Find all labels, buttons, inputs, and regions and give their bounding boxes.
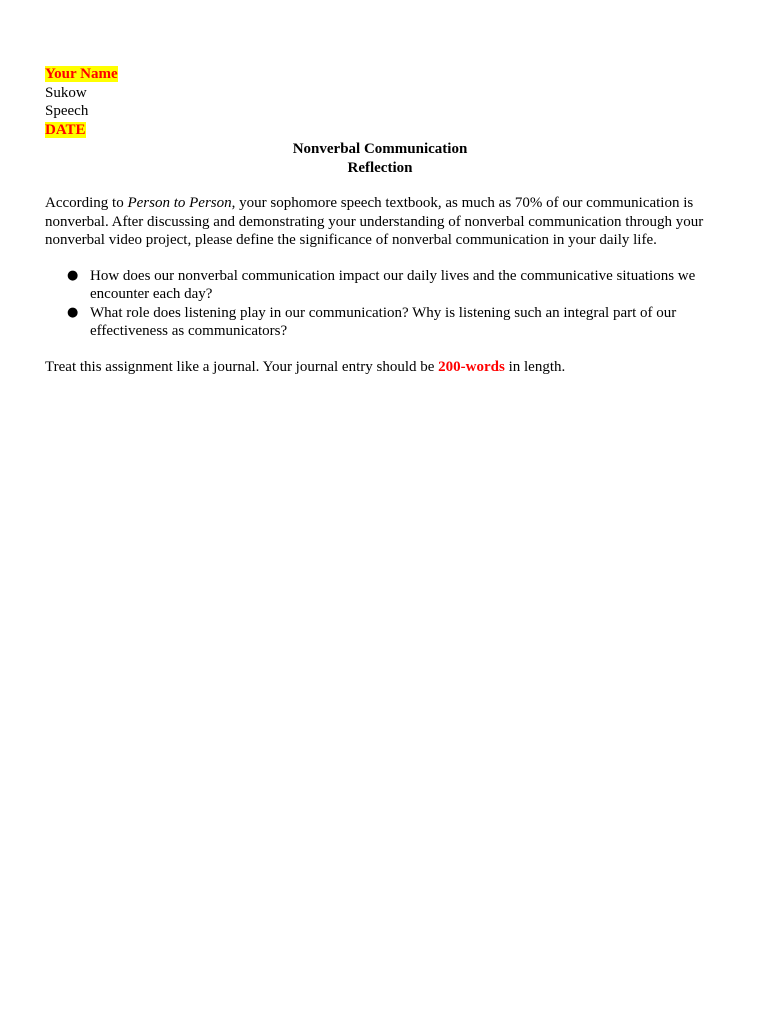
list-item bbox=[45, 304, 710, 341]
question-list bbox=[45, 267, 715, 341]
header-name-line bbox=[45, 65, 715, 84]
closing-text-end: in length. bbox=[504, 358, 566, 375]
intro-text-rest: , your sophomore speech textbook, as much as 70% of our communication is nonverbal. After discussing and demonstrating your understanding of nonverbal communication through your nonverbal video project, please define the significance of nonverbal communication in your daily life. bbox=[45, 195, 704, 248]
intro-paragraph bbox=[45, 194, 713, 250]
closing-text-start: Treat this assignment like a journal. Your journal entry should be bbox=[45, 358, 439, 375]
textbook-title: Person to Person bbox=[127, 195, 232, 211]
bullet-icon: ● bbox=[67, 267, 79, 283]
bullet-icon: ● bbox=[67, 304, 79, 320]
title-line-2: Reflection bbox=[347, 159, 413, 176]
document-title bbox=[45, 140, 715, 177]
header-teacher: Sukow bbox=[45, 84, 87, 101]
header-date-line bbox=[45, 121, 715, 140]
title-line-1: Nonverbal Communication bbox=[292, 141, 468, 157]
question-text: How does our nonverbal communication impact our daily lives and the communicative situations we encounter each day? bbox=[90, 267, 696, 302]
word-count-requirement: 200-words bbox=[438, 358, 505, 375]
student-name-placeholder: Your Name bbox=[45, 66, 118, 82]
intro-text-start: According to bbox=[45, 195, 128, 211]
list-item bbox=[45, 267, 710, 304]
date-placeholder: DATE bbox=[45, 121, 86, 138]
question-text: What role does listening play in our communication? Why is listening such an integral part of our effectiveness as communicators? bbox=[90, 304, 677, 339]
closing-paragraph bbox=[45, 358, 715, 377]
document-body bbox=[45, 65, 715, 376]
header-course: Speech bbox=[45, 103, 89, 119]
